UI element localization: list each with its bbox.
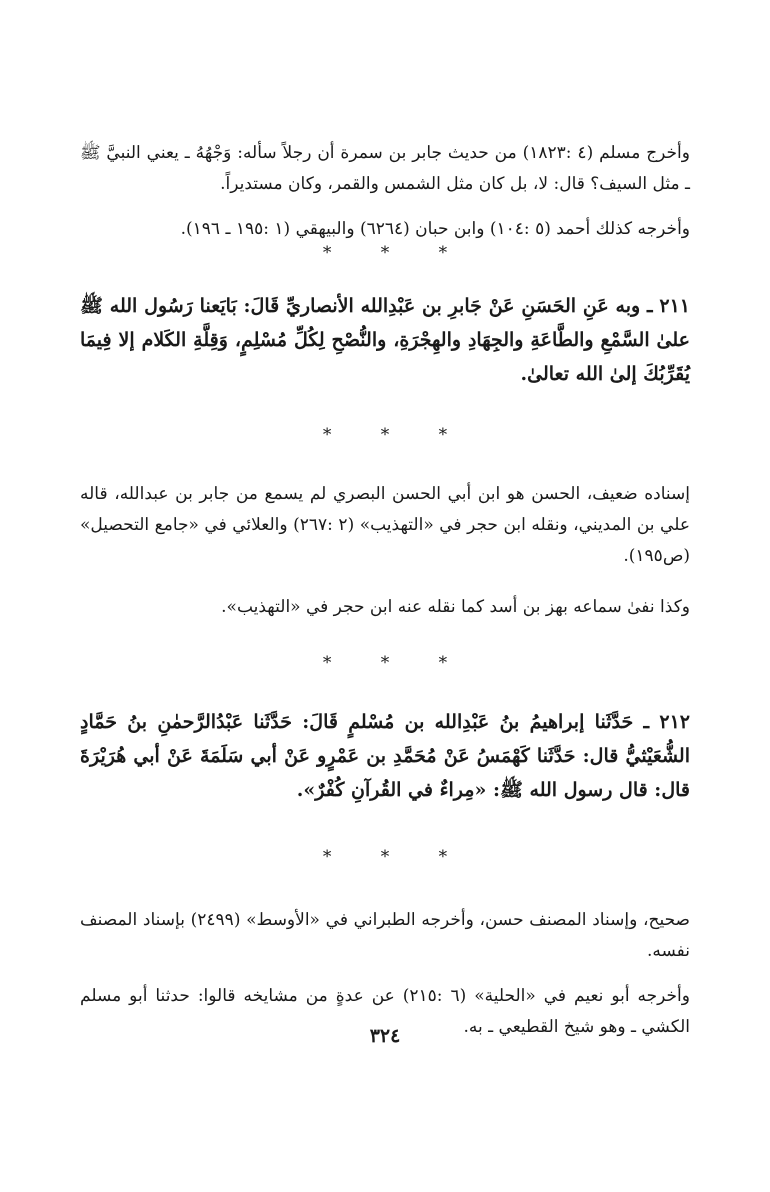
hadith-211: ٢١١ ـ وبه عَنِ الحَسَنِ عَنْ جَابرِ بن عَبْدِالله الأنصاريِّ قَالَ: بَايَعنا رَسُول الله ﷺ علىٰ السَّمْعِ والطَّاعَةِ والجِهَادِ والهِجْرَةِ، والنُّصْحِ لِكُلِّ مُسْلِمٍ، وَقِلَّةِ الكَلام إلا فِيمَا يُقَرِّبُكَ إلىٰ الله تعالىٰ. — [80, 295, 690, 385]
paragraph-abu-nuaym-takhrij: وأخرجه أبو نعيم في «الحلية» (٦ :٢١٥) عن عدةٍ من مشايخه قالوا: حدثنا أبو مسلم الكشي ـ وهو شيخ القطيعي ـ به. — [80, 986, 690, 1037]
paragraph-ahmad-takhrij: وأخرجه كذلك أحمد (٥ :١٠٤) وابن حبان (٦٢٦٤) والبيهقي (١ :١٩٥ ـ ١٩٦). — [180, 219, 690, 239]
section-separator: * * * — [322, 243, 470, 263]
page-body — [80, 138, 690, 1043]
page-number: ٣٢٤ — [369, 1025, 401, 1047]
paragraph-sahih-note: صحيح، وإسناد المصنف حسن، وأخرجه الطبراني في «الأوسط» (٢٤٩٩) بإسناد المصنف نفسه. — [80, 910, 690, 961]
paragraph-isnad-weak: إسناده ضعيف، الحسن هو ابن أبي الحسن البصري لم يسمع من جابر بن عبدالله، قاله علي بن المديني، ونقله ابن حجر في «التهذيب» (٢ :٢٦٧) والعلائي في «جامع التحصيل» (ص١٩٥). — [80, 484, 690, 566]
section-separator: * * * — [322, 653, 470, 673]
paragraph-muslim-takhrij: وأخرج مسلم (٤ :١٨٢٣) من حديث جابر بن سمرة أن رجلاً سأله: وَجْهُهُ ـ يعني النبيَّ ﷺ ـ مثل السيف؟ قال: لا، بل كان مثل الشمس والقمر، وكان مستديراً. — [80, 143, 690, 194]
paragraph-bahz-note: وكذا نفىٰ سماعه بهز بن أسد كما نقله عنه ابن حجر في «التهذيب». — [221, 597, 690, 617]
hadith-212: ٢١٢ ـ حَدَّثَنا إبراهيمُ بنُ عَبْدِالله بن مُسْلمٍ قَالَ: حَدَّثَنا عَبْدُالرَّحمٰنِ بنُ حَمَّادٍ الشُّعَيْثيُّ قال: حَدَّثَنا كَهْمَسُ عَنْ مُحَمَّدِ بن عَمْرٍو عَنْ أبي سَلَمَةَ عَنْ أبي هُرَيْرَةَ قال: قال رسول الله ﷺ: «مِراءٌ في القُرآنِ كُفْرٌ». — [80, 711, 690, 801]
section-separator: * * * — [322, 425, 470, 445]
section-separator: * * * — [322, 847, 470, 867]
